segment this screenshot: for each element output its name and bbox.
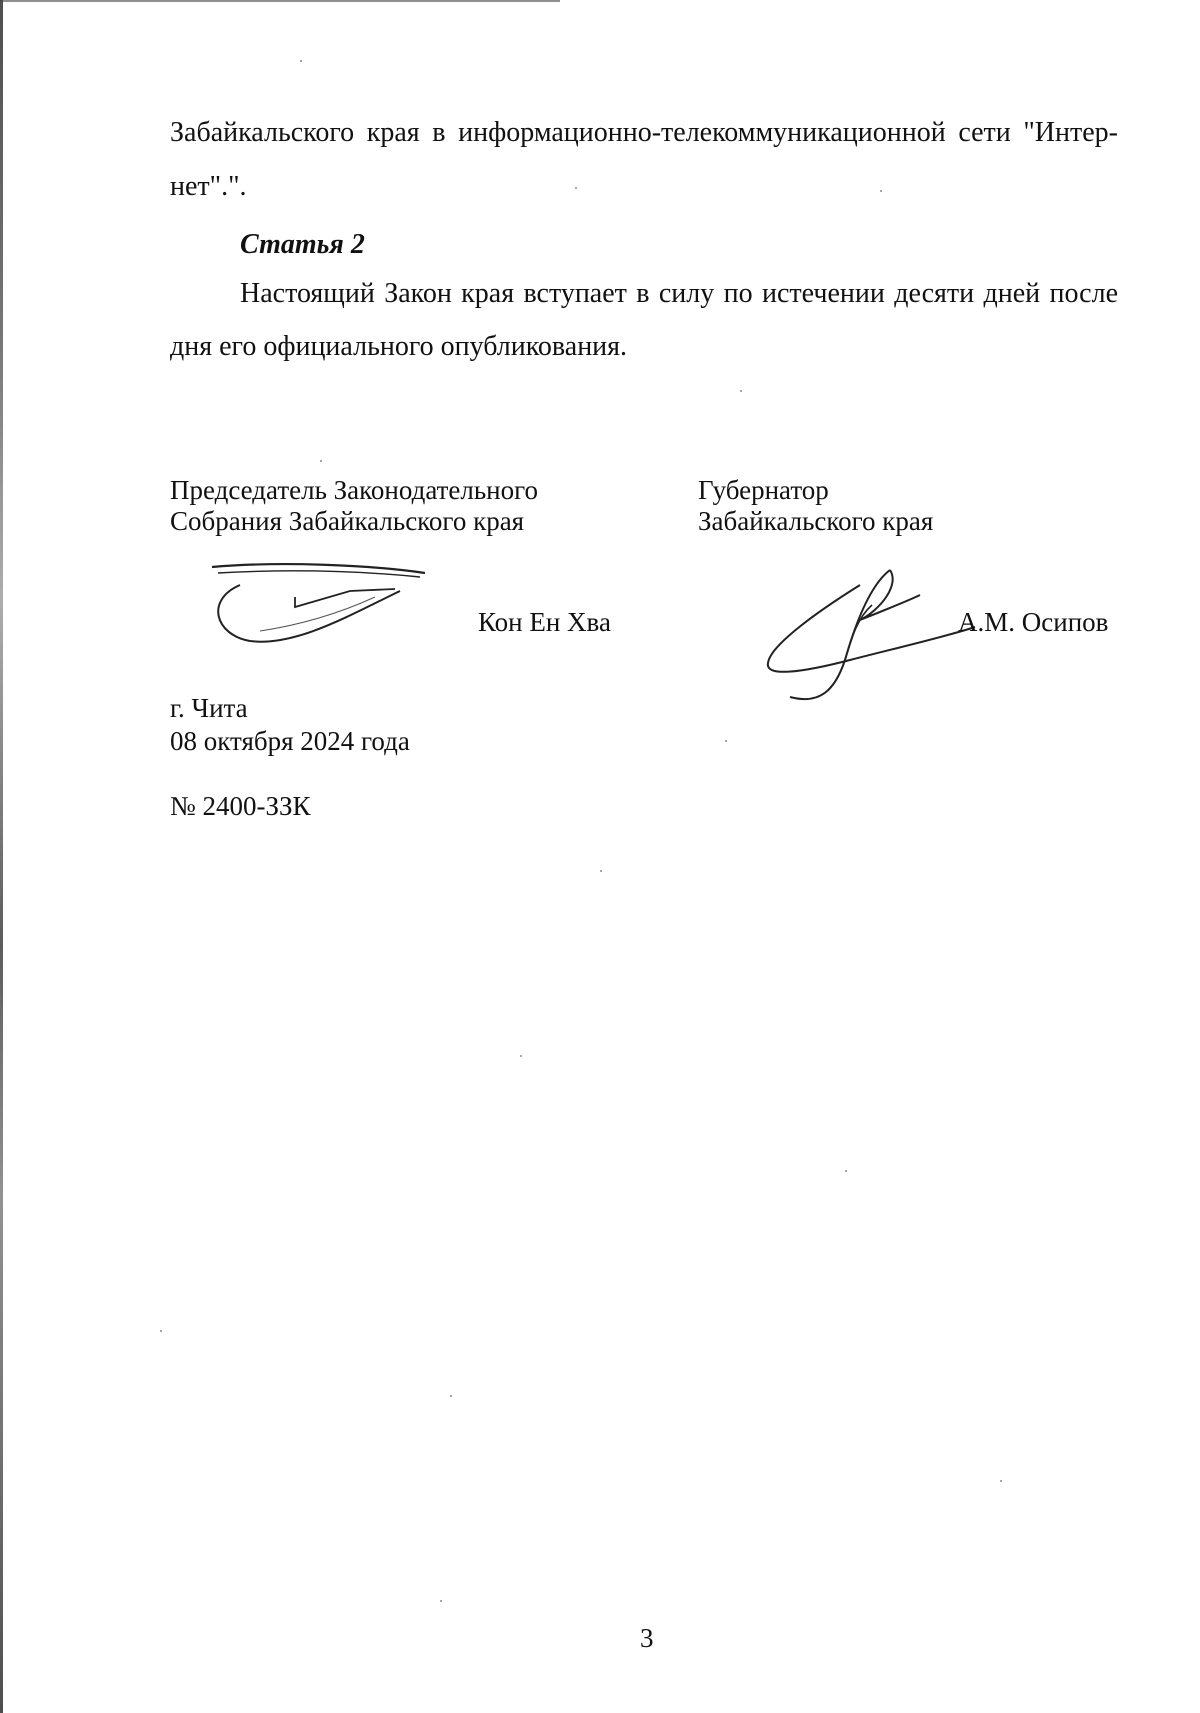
body-text-line: нет".". [170,171,247,202]
scan-edge-top [0,0,560,2]
signing-date: 08 октября 2024 года [170,726,410,756]
signatory-left-name: Кон Ен Хва [478,607,611,637]
scan-speck [845,1170,847,1172]
signatory-right-name: А.М. Осипов [958,607,1109,637]
body-text-line: Забайкальского края в информационно-телекоммуникационной сети "Интер- [170,117,1118,148]
scan-speck [600,870,602,872]
scan-speck [725,740,727,742]
scan-speck [575,187,577,189]
signatory-left-title [170,475,538,537]
scan-speck [320,460,322,462]
signatory-right-title [698,475,933,537]
scan-speck [300,60,302,62]
scan-speck [740,390,742,392]
place-of-signing: г. Чита [170,693,248,723]
signatory-title-line: Забайкальского края [698,506,934,536]
scan-edge [0,0,3,1713]
signatory-title-line: Собрания Забайкальского края [170,506,525,536]
scan-speck [160,1330,162,1332]
article-paragraph-line: Настоящий Закон края вступает в силу по истечении десяти дней после [240,278,1118,309]
article-heading: Статья 2 [240,229,365,260]
signatory-title-line: Председатель Законодательного [170,475,539,505]
article-paragraph-line: дня его официального опубликования. [170,331,628,362]
handwritten-signature-left [200,555,440,655]
signatory-title-line: Губернатор [698,475,829,505]
scan-speck [880,190,882,192]
scan-speck [520,1055,522,1057]
page-number: 3 [640,1623,654,1653]
law-number: № 2400-ЗЗК [170,791,311,821]
handwritten-signature-right [760,565,980,715]
scan-speck [440,1600,442,1602]
scan-speck [450,1395,452,1397]
scan-speck [1000,1480,1002,1482]
